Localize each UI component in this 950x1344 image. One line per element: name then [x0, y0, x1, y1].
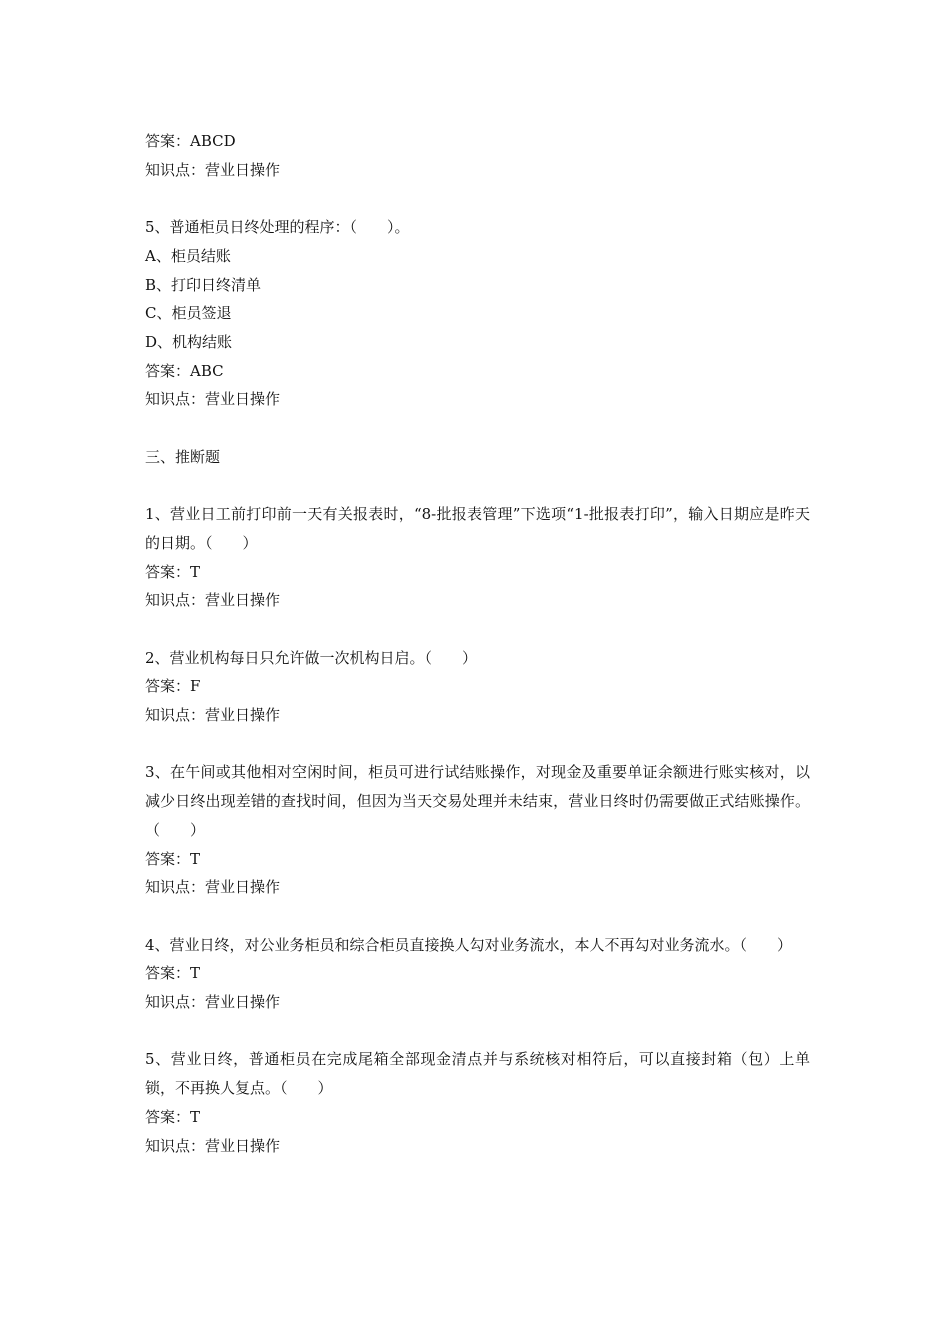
option-a: A、柜员结账	[145, 246, 231, 265]
option-c: C、柜员签退	[145, 304, 232, 323]
spacer	[145, 184, 810, 213]
knowledge-point-line: 知识点：营业日操作	[145, 160, 281, 179]
judgement-question-text: 3、在午间或其他相对空闲时间，柜员可进行试结账操作，对现金及重要单证余额进行账实核对，以减少日终出现差错的查找时间，但因为当天交易处理并未结束，营业日终时仍需要做正式结账操作。（ ）	[145, 763, 810, 839]
knowledge-point-line: 知识点：营业日操作	[145, 591, 281, 610]
answer-line: 答案：ABCD	[145, 132, 236, 150]
spacer	[145, 414, 810, 443]
knowledge-point-line: 知识点：营业日操作	[145, 706, 281, 724]
knowledge-point-line: 知识点：营业日操作	[145, 1136, 281, 1155]
spacer	[145, 471, 810, 500]
document-page	[145, 127, 810, 1160]
answer-line: 答案：T	[145, 1107, 201, 1126]
judgement-question-text: 2、营业机构每日只允许做一次机构日启。（ ）	[145, 648, 478, 667]
judgement-question-text: 1、营业日工前打印前一天有关报表时，“8-批报表管理”下选项“1-批报表打印”，输入日期应是昨天的日期。（ ）	[145, 505, 810, 552]
spacer	[145, 730, 810, 759]
answer-line: 答案：T	[145, 562, 201, 581]
option-d: D、机构结账	[145, 332, 233, 351]
answer-line: 答案：F	[145, 677, 201, 696]
answer-line: 答案：T	[145, 964, 201, 983]
answer-line: 答案：ABC	[145, 361, 224, 380]
knowledge-point-line: 知识点：营业日操作	[145, 878, 281, 897]
answer-line: 答案：T	[145, 849, 201, 868]
spacer	[145, 1017, 810, 1046]
judgement-question-text: 4、营业日终，对公业务柜员和综合柜员直接换人勾对业务流水，本人不再勾对业务流水。（ ）	[145, 935, 793, 954]
spacer	[145, 615, 810, 644]
section-title: 三、推断题	[145, 447, 221, 466]
option-b: B、打印日终清单	[145, 275, 262, 294]
knowledge-point-line: 知识点：营业日操作	[145, 390, 281, 409]
judgement-question-text: 5、营业日终，普通柜员在完成尾箱全部现金清点并与系统核对相符后，可以直接封箱（包）上单锁，不再换人复点。（ ）	[145, 1050, 810, 1098]
question-text: 5、普通柜员日终处理的程序：（ ）。	[145, 218, 410, 237]
spacer	[145, 902, 810, 931]
knowledge-point-line: 知识点：营业日操作	[145, 993, 281, 1011]
